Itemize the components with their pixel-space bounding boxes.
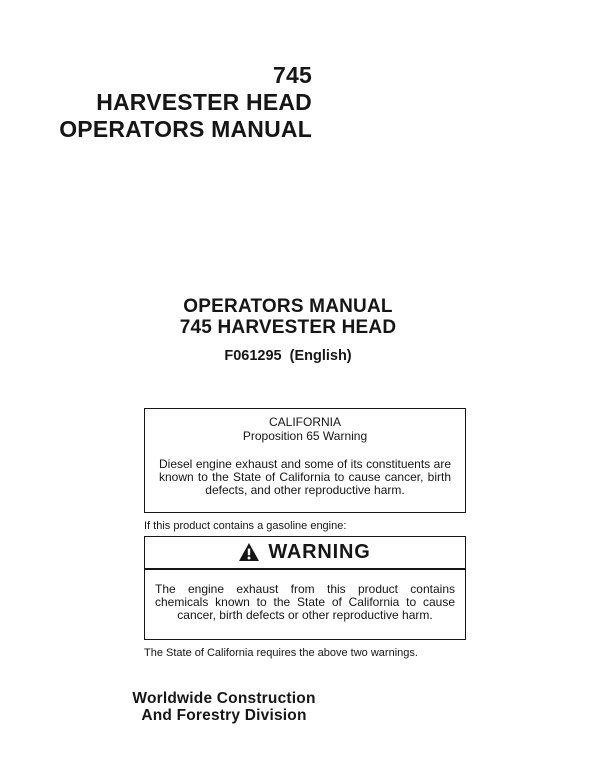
gasoline-warning-body: The engine exhaust from this product contains chemicals known to the State of California to cause cancer, birth defects or other reproductive harm. xyxy=(155,581,455,622)
division-name xyxy=(74,691,374,724)
california-box-heading-line-2: Proposition 65 Warning xyxy=(242,428,368,443)
publication-number: F061295 xyxy=(224,348,282,364)
cover-title xyxy=(59,62,312,143)
california-prop65-box xyxy=(144,408,466,513)
center-title xyxy=(88,297,488,338)
center-title-line-2: 745 HARVESTER HEAD xyxy=(179,316,397,338)
cover-title-product: HARVESTER HEAD xyxy=(96,89,312,115)
california-box-body: Diesel engine exhaust and some of its constituents are known to the State of California to cause cancer, birth defects, and other reproductive harm. xyxy=(159,457,451,498)
warning-header xyxy=(145,537,465,570)
center-title-line-1: OPERATORS MANUAL xyxy=(183,296,393,317)
warning-triangle-icon xyxy=(239,543,259,561)
warnings-footnote: The State of California requires the above two warnings. xyxy=(144,647,418,659)
division-name-line-2: And Forestry Division xyxy=(141,706,307,724)
california-box-heading xyxy=(145,416,465,443)
cover-title-model: 745 xyxy=(273,62,312,88)
publication-language: (English) xyxy=(289,348,352,364)
warning-title: WARNING xyxy=(268,540,371,563)
publication-code xyxy=(88,348,488,364)
cover-title-doc-type: OPERATORS MANUAL xyxy=(59,116,312,142)
division-name-line-1: Worldwide Construction xyxy=(132,690,316,707)
california-box-heading-line-1: CALIFORNIA xyxy=(268,415,341,429)
gasoline-engine-note: If this product contains a gasoline engine: xyxy=(144,520,347,532)
gasoline-warning-box xyxy=(144,536,466,640)
